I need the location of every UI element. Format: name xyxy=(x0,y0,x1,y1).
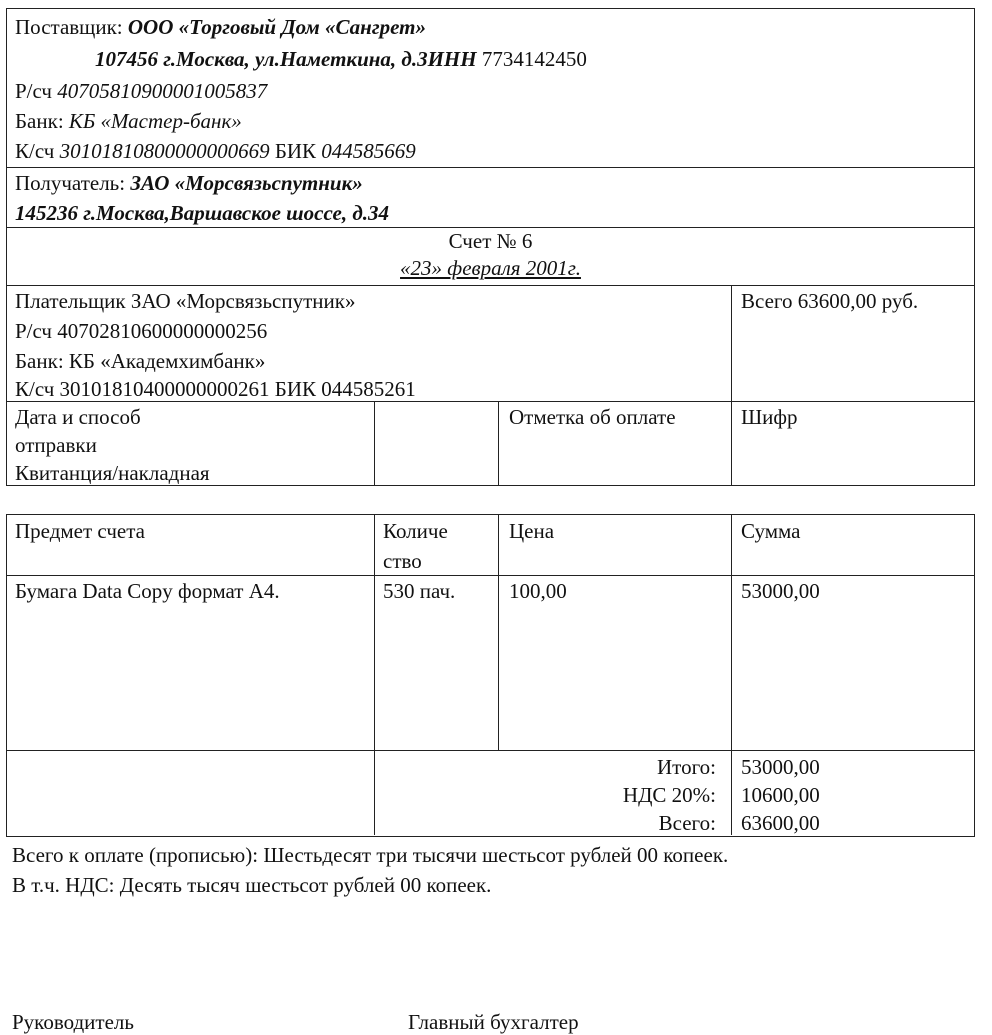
supplier-account: 40705810900001005837 xyxy=(57,79,268,103)
supplier-bik: 044585669 xyxy=(321,139,416,163)
subtotal-label: Итого: xyxy=(657,755,716,779)
divider-shipping-2 xyxy=(498,401,499,485)
payer-line-3: Банк: КБ «Академхимбанк» xyxy=(15,349,266,373)
shipping-line-1: Дата и способ xyxy=(15,405,141,429)
invoice-title: Счет № 6 xyxy=(448,229,533,253)
supplier-account-line xyxy=(15,79,267,104)
item-name: Бумага Data Copy формат А4. xyxy=(15,579,280,603)
vat-in-words: В т.ч. НДС: Десять тысяч шестьсот рублей 00 копеек. xyxy=(12,873,492,897)
divider-payer xyxy=(7,401,974,402)
divider-supplier xyxy=(7,167,974,168)
header-qty-2: ство xyxy=(383,549,422,573)
payer-line-2: Р/сч 40702810600000000256 xyxy=(15,319,268,343)
supplier-bank-label: Банк: xyxy=(15,109,64,133)
supplier-corr-label: К/сч xyxy=(15,139,55,163)
invoice-header-block xyxy=(6,8,975,486)
recipient-label: Получатель: xyxy=(15,171,126,195)
item-sum: 53000,00 xyxy=(741,579,820,603)
divider-invoice xyxy=(7,285,974,286)
payer-total: Всего 63600,00 руб. xyxy=(741,289,919,313)
recipient-name: ЗАО «Морсвязьспутник» xyxy=(130,171,363,195)
supplier-label: Поставщик: xyxy=(15,15,123,39)
shipping-line-3: Квитанция/накладная xyxy=(15,461,210,485)
item-qty: 530 пач. xyxy=(383,579,456,603)
grand-total-label: Всего: xyxy=(658,811,716,835)
grand-total-value: 63600,00 xyxy=(741,811,820,835)
payer-line-4: К/сч 30101810400000000261 БИК 044585261 xyxy=(15,377,416,401)
vat-label: НДС 20%: xyxy=(622,783,716,807)
subtotal-value: 53000,00 xyxy=(741,755,820,779)
col-divider-1 xyxy=(374,515,375,835)
divider-shipping-1 xyxy=(374,401,375,485)
divider-recipient xyxy=(7,227,974,228)
header-price: Цена xyxy=(509,519,555,543)
payment-mark-label: Отметка об оплате xyxy=(509,405,676,429)
accountant-signature-label: Главный бухгалтер xyxy=(408,1010,579,1034)
col-divider-2 xyxy=(498,515,499,750)
vat-value: 10600,00 xyxy=(741,783,820,807)
director-signature-label: Руководитель xyxy=(12,1010,134,1034)
supplier-address: 107456 г.Москва, ул.Наметкина, д.3ИНН xyxy=(95,47,477,71)
supplier-corr: 30101810800000000669 xyxy=(59,139,270,163)
recipient-address: 145236 г.Москва,Варшавское шоссе, д.34 xyxy=(15,201,389,225)
divider-shipping-3 xyxy=(731,401,732,485)
header-divider xyxy=(7,575,974,576)
divider-payer-vertical xyxy=(731,285,732,401)
item-price: 100,00 xyxy=(509,579,567,603)
supplier-address-line xyxy=(95,47,587,72)
supplier-inn: 7734142450 xyxy=(481,47,587,71)
header-qty-1: Количе xyxy=(383,519,448,543)
recipient-line xyxy=(15,171,363,196)
invoice-date: «23» февраля 2001г. xyxy=(400,256,581,280)
total-in-words: Всего к оплате (прописью): Шестьдесят три тысячи шестьсот рублей 00 копеек. xyxy=(12,843,729,867)
header-item: Предмет счета xyxy=(15,519,145,543)
items-table xyxy=(6,514,975,837)
totals-divider xyxy=(7,750,974,751)
supplier-bank-line xyxy=(15,109,242,134)
header-sum: Сумма xyxy=(741,519,801,543)
shipping-line-2: отправки xyxy=(15,433,97,457)
col-divider-3 xyxy=(731,515,732,835)
supplier-corr-line xyxy=(15,139,416,164)
supplier-bank: КБ «Мастер-банк» xyxy=(68,109,242,133)
supplier-line xyxy=(15,15,426,40)
payer-line-1: Плательщик ЗАО «Морсвязьспутник» xyxy=(15,289,356,313)
cipher-label: Шифр xyxy=(741,405,798,429)
supplier-name: ООО «Торговый Дом «Сангрет» xyxy=(127,15,426,39)
supplier-bik-label: БИК xyxy=(274,139,317,163)
supplier-account-label: Р/сч xyxy=(15,79,52,103)
